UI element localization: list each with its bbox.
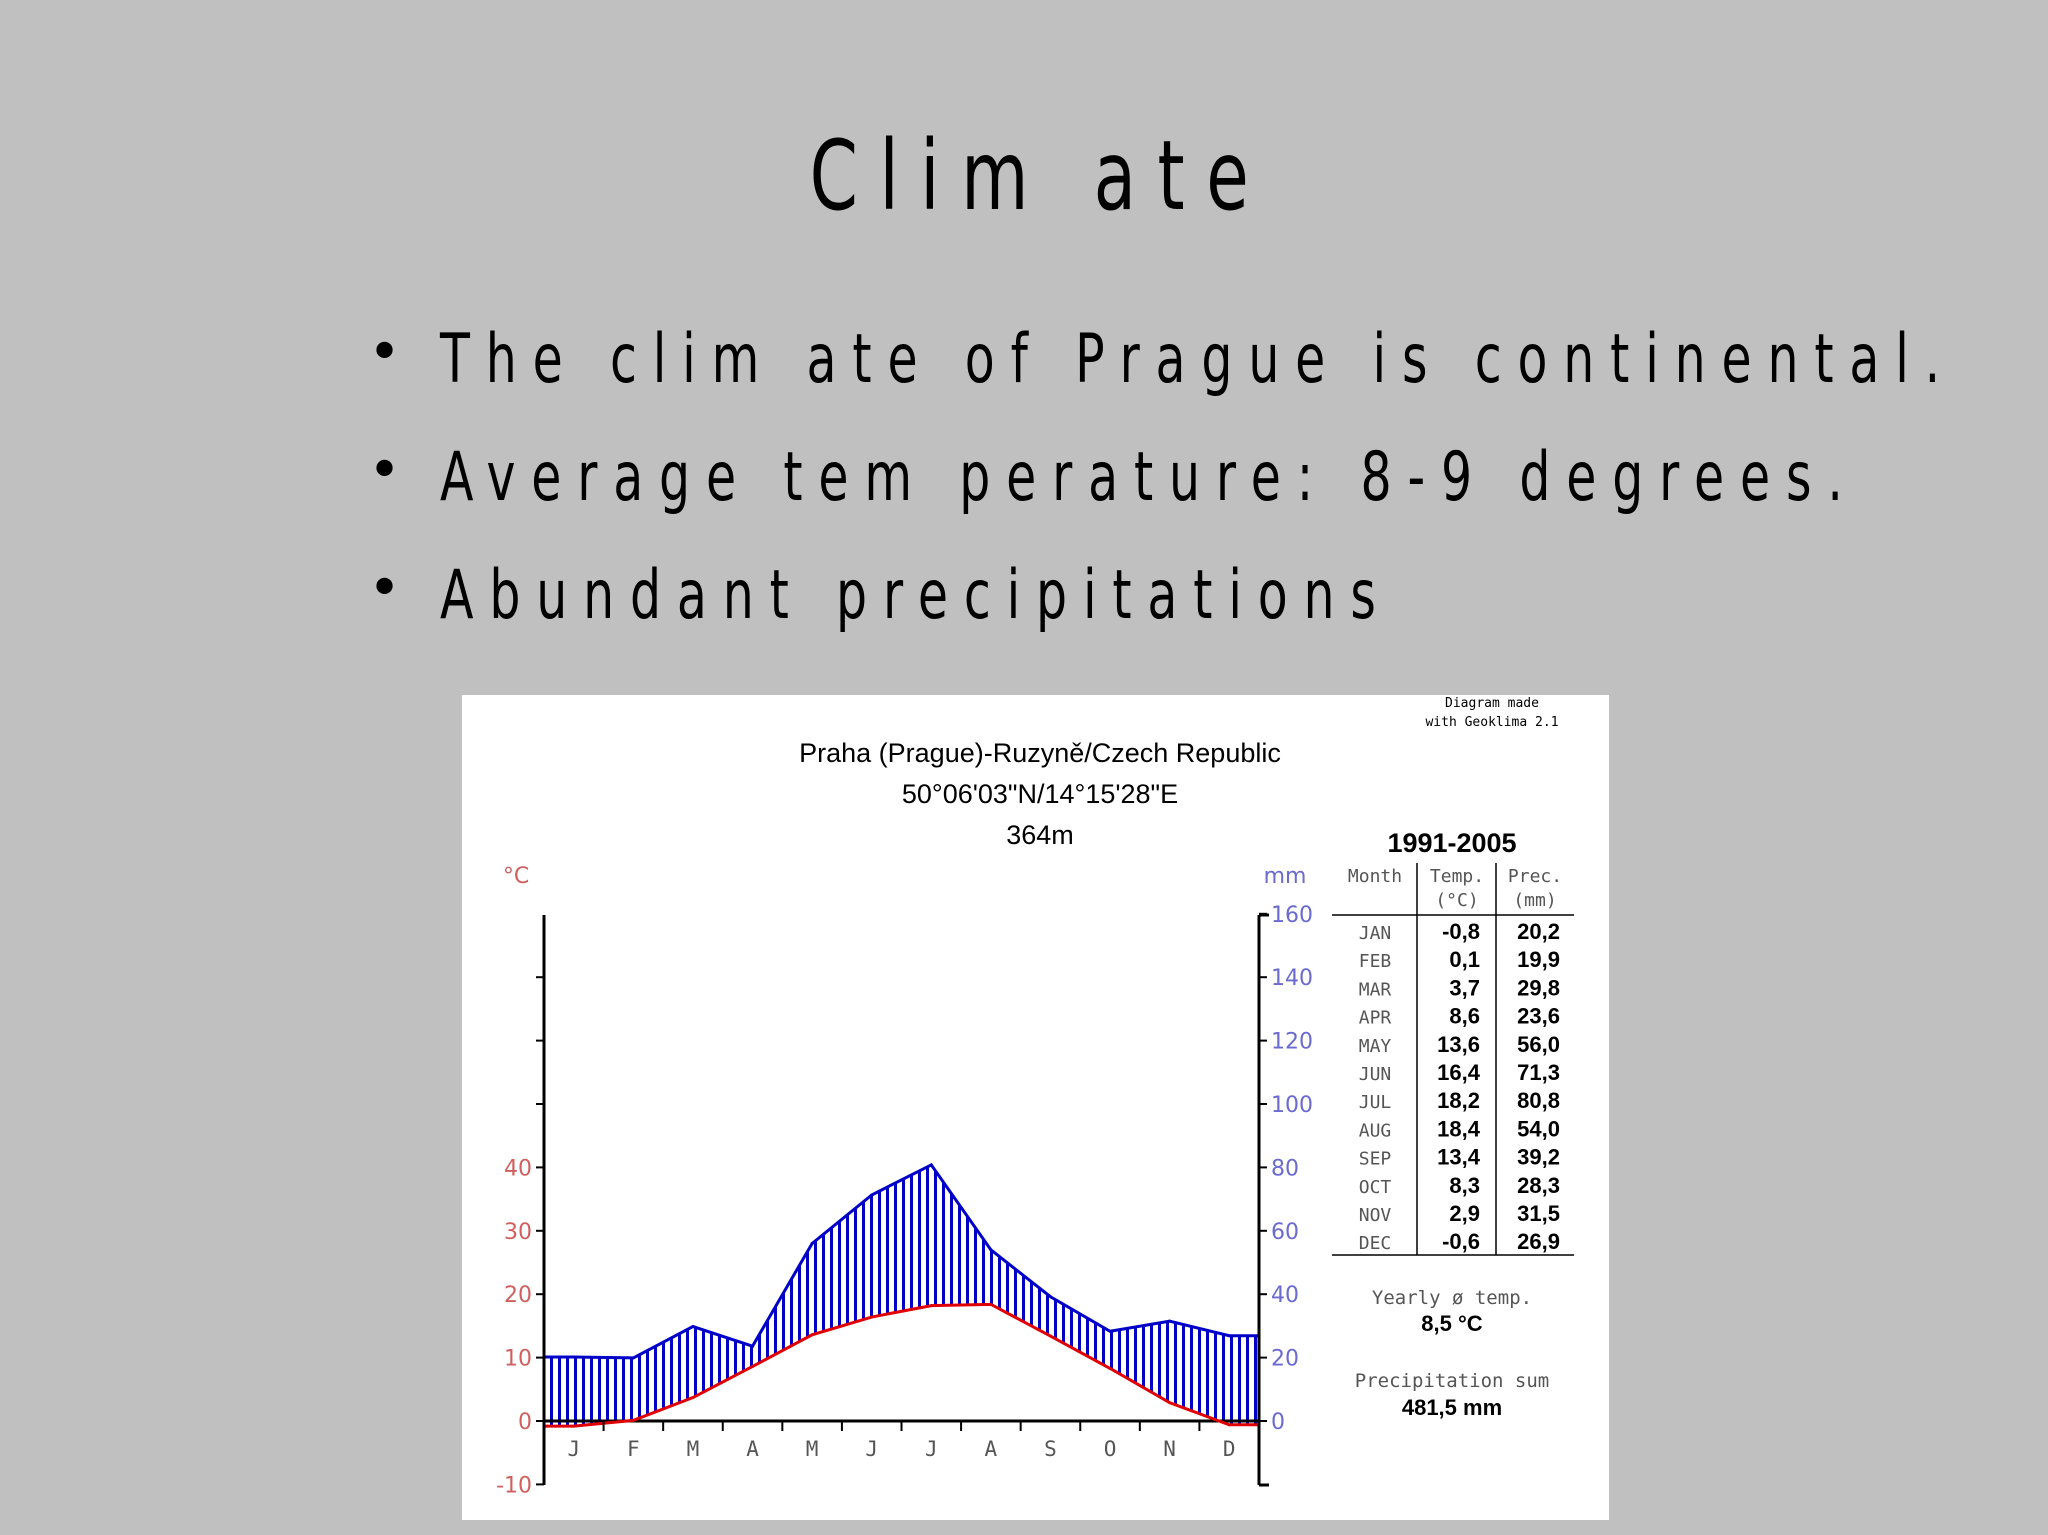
x-month-label: A <box>984 1437 998 1461</box>
slide-title: Clim ate <box>809 120 1271 232</box>
table-temp-value: 8,3 <box>1449 1172 1480 1198</box>
precipitation-point <box>1049 1295 1052 1298</box>
bullet-dot: • <box>368 320 402 385</box>
bullet-text: Abundant precipitations <box>440 556 1392 635</box>
chart-title-coordinates: 50°06'03"N/14°15'28"E <box>901 779 1179 809</box>
table-month: DEC <box>1358 1233 1392 1255</box>
table-prec-value: 26,9 <box>1517 1229 1560 1255</box>
temperature-point <box>1109 1367 1112 1370</box>
table-header-prec-unit: (mm) <box>1513 890 1557 911</box>
table-month: OCT <box>1358 1176 1392 1198</box>
bullet-item <box>360 320 1957 438</box>
x-month-label: A <box>746 1437 759 1461</box>
table-period: 1991-2005 <box>1387 828 1517 858</box>
precipitation-point <box>632 1356 635 1359</box>
table-prec-value: 80,8 <box>1517 1088 1560 1114</box>
precipitation-point <box>870 1193 873 1196</box>
y-right-tick-label: 40 <box>1271 1283 1299 1309</box>
table-prec-value: 19,9 <box>1517 947 1560 973</box>
x-month-label: O <box>1103 1437 1117 1461</box>
y-right-tick-label: 60 <box>1271 1219 1299 1245</box>
precipitation-point <box>1168 1320 1171 1323</box>
table-temp-value: -0,8 <box>1442 919 1480 944</box>
table-prec-value: 31,5 <box>1517 1201 1560 1226</box>
temperature-point <box>1049 1335 1052 1338</box>
table-temp-value: 18,2 <box>1437 1088 1480 1114</box>
y-left-tick-label: 10 <box>504 1346 532 1372</box>
table-month: JUN <box>1358 1064 1392 1085</box>
table-prec-value: 71,3 <box>1517 1060 1560 1085</box>
climate-chart <box>462 695 1609 1520</box>
x-month-label: M <box>805 1437 819 1461</box>
precipitation-point <box>811 1242 814 1245</box>
table-temp-value: 3,7 <box>1449 975 1480 1001</box>
chart-credit-line-2: with Geoklima 2.1 <box>1425 715 1559 730</box>
temperature-point <box>989 1303 992 1306</box>
table-header-temp: Temp. <box>1429 866 1485 887</box>
bullet-dot: • <box>368 438 402 503</box>
table-month: FEB <box>1358 951 1392 973</box>
table-prec-value: 56,0 <box>1517 1031 1560 1057</box>
temperature-point <box>930 1304 933 1307</box>
chart-title-station: Praha (Prague)-Ruzyně/Czech Republic <box>799 738 1281 768</box>
temperature-point <box>632 1419 635 1422</box>
precipitation-point <box>1109 1330 1112 1333</box>
table-month: NOV <box>1358 1205 1392 1226</box>
x-month-label: F <box>627 1437 640 1461</box>
precipitation-sum-label: Precipitation sum <box>1354 1370 1550 1392</box>
precipitation-point <box>751 1345 754 1348</box>
y-left-tick-label: -10 <box>496 1473 532 1499</box>
table-month: MAY <box>1358 1035 1392 1057</box>
table-month: SEP <box>1358 1148 1392 1170</box>
table-month: MAR <box>1358 979 1392 1001</box>
temperature-point <box>691 1396 694 1399</box>
y-right-tick-label: 120 <box>1271 1029 1313 1055</box>
precipitation-point <box>989 1248 992 1251</box>
table-temp-value: -0,6 <box>1442 1229 1480 1255</box>
table-temp-value: 13,6 <box>1437 1031 1480 1057</box>
table-month: JAN <box>1358 923 1392 944</box>
x-month-label: J <box>924 1437 938 1461</box>
chart-credit-line-1: Diagram made <box>1445 696 1539 711</box>
climate-chart-svg <box>462 695 1609 1520</box>
bullet-text: The clim ate of Prague is continental. <box>440 320 1957 399</box>
temperature-point <box>870 1316 873 1319</box>
y-right-unit: mm <box>1263 864 1307 889</box>
y-right-tick-label: 0 <box>1271 1410 1285 1435</box>
table-prec-value: 29,8 <box>1517 975 1560 1001</box>
temperature-point <box>572 1425 575 1428</box>
bullet-item <box>360 438 1860 556</box>
chart-title-elevation: 364m <box>1006 820 1074 850</box>
x-month-label: J <box>865 1437 879 1461</box>
x-month-label: J <box>567 1437 581 1461</box>
table-prec-value: 54,0 <box>1517 1116 1560 1142</box>
precipitation-point <box>1228 1334 1231 1337</box>
yearly-temp-label: Yearly ø temp. <box>1371 1287 1533 1309</box>
x-month-label: M <box>686 1437 700 1461</box>
table-temp-value: 13,4 <box>1437 1144 1480 1170</box>
table-prec-value: 20,2 <box>1517 919 1560 944</box>
table-header-month: Month <box>1347 866 1403 887</box>
y-left-tick-label: 0 <box>518 1410 532 1435</box>
temperature-point <box>811 1333 814 1336</box>
humid-area <box>544 1165 1259 1426</box>
table-prec-value: 28,3 <box>1517 1172 1560 1198</box>
table-temp-value: 2,9 <box>1449 1201 1480 1226</box>
y-left-tick-label: 20 <box>504 1283 532 1309</box>
bullet-dot: • <box>368 556 402 621</box>
x-month-label: N <box>1163 1437 1176 1461</box>
table-temp-value: 0,1 <box>1449 947 1480 973</box>
precipitation-point <box>691 1325 694 1328</box>
temperature-point <box>751 1365 754 1368</box>
precipitation-point <box>930 1163 933 1166</box>
y-right-tick-label: 160 <box>1271 902 1313 928</box>
precipitation-point <box>572 1355 575 1358</box>
table-header-temp-unit: (°C) <box>1435 890 1479 911</box>
y-right-tick-label: 80 <box>1271 1156 1299 1182</box>
table-month: AUG <box>1358 1120 1392 1142</box>
table-temp-value: 8,6 <box>1449 1003 1480 1029</box>
y-right-tick-label: 20 <box>1271 1346 1299 1372</box>
bullet-text: Average tem perature: 8-9 degrees. <box>440 438 1859 517</box>
table-prec-value: 39,2 <box>1517 1144 1560 1170</box>
y-left-tick-label: 30 <box>504 1219 532 1245</box>
table-month: JUL <box>1358 1092 1392 1114</box>
yearly-temp-value: 8,5 °C <box>1421 1311 1483 1336</box>
table-prec-value: 23,6 <box>1517 1003 1560 1029</box>
table-month: APR <box>1358 1007 1392 1029</box>
y-right-tick-label: 100 <box>1271 1093 1313 1118</box>
y-right-tick-label: 140 <box>1271 966 1313 992</box>
y-left-tick-label: 40 <box>504 1156 532 1182</box>
table-temp-value: 18,4 <box>1437 1116 1480 1142</box>
y-left-unit: °C <box>502 864 530 889</box>
x-month-label: D <box>1222 1437 1236 1461</box>
bullet-item <box>360 556 1860 674</box>
bullet-list <box>360 320 1957 674</box>
table-temp-value: 16,4 <box>1437 1060 1480 1085</box>
temperature-point <box>1228 1423 1231 1426</box>
x-month-label: S <box>1044 1437 1057 1461</box>
precipitation-sum-value: 481,5 mm <box>1401 1395 1503 1420</box>
temperature-point <box>1168 1401 1171 1404</box>
table-header-prec: Prec. <box>1507 866 1563 887</box>
